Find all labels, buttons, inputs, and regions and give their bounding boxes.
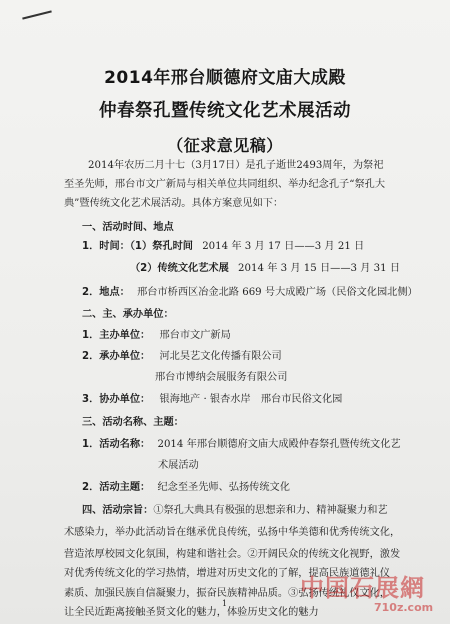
page-number: 1 [222,599,228,608]
document-title-line-1: 2014年邢台顺德府文庙大成殿 [104,68,346,88]
purpose-line-3: 营造浓厚校园文化氛围，构建和谐社会。②开阔民众的传统文化视野，激发 [64,549,401,560]
activity-theme-row [82,478,290,493]
time-label: 1．时间：（1）祭孔时间 [82,241,193,252]
activity-name-value-2: 术展活动 [158,460,199,471]
watermark-url: 710z.com [374,601,434,614]
activity-theme-value: 纪念至圣先师、弘扬传统文化 [157,482,290,493]
purpose-line-6: 让全民近距离接触圣贤文化的魅力，体验历史文化的魅力 [64,607,319,618]
activity-name-value-1: 2014 年邢台顺德府文庙大成殿仲春祭孔暨传统文化艺 [157,439,401,450]
place-value: 邢台市桥西区冶金北路 669 号大成殿广场（民俗文化园北侧） [137,287,418,298]
activity-theme-label: 2．活动主题： [82,482,151,493]
activity-name-row [82,435,401,450]
section-1-heading: 一、活动时间、地点 [82,221,174,233]
organizer-label: 2．承办单位： [82,351,151,362]
exhibit-label: （2）传统文化艺术展 [130,263,229,274]
co-organizer-value: 银海地产 · 银杏水岸 邢台市民俗文化园 [159,394,343,405]
host-row [82,326,231,341]
purpose-line-5: 素质、加强民族自信凝聚力，振奋民族精神品质。③弘扬传统礼仪文化， [64,588,390,599]
organizer-row [82,347,282,362]
document-title-line-2: 仲春祭孔暨传统文化艺术展活动 [99,101,351,121]
section-2-heading: 二、主、承办单位： [82,308,174,320]
time-row [82,237,364,252]
purpose-line-4: 对优秀传统文化的学习热情，增进对历史文化的了解，提高民族道德礼仪 [64,568,390,579]
host-value: 邢台市文广新局 [159,330,231,341]
organizer-value-1: 河北昊艺文化传播有限公司 [159,351,282,362]
co-organizer-row [82,390,342,405]
co-organizer-label: 3．协办单位： [82,394,151,405]
purpose-line-1: ①祭孔大典具有极强的思想亲和力、精神凝聚力和艺 [153,505,388,516]
place-row [82,283,418,298]
purpose-row [82,501,388,516]
section-3-heading: 三、活动名称、主题： [82,416,184,428]
watermark-logo: 中国石展網 [300,574,425,602]
purpose-line-2: 术感染力，举办此活动旨在继承优良传统，弘扬中华美德和优秀传统文化， [64,527,401,538]
exhibit-value: 2014 年 3 月 15 日——3 月 31 日 [238,263,401,274]
intro-paragraph: 2014年农历二月十七（3月17日）是孔子逝世2493周年，为祭祀至圣先师，邢台市文广新局与相关单位共同组织、举办纪念孔子“祭孔大典”暨传统文化艺术展活动。具体方案意见如下： [64,160,386,209]
time-value: 2014 年 3 月 17 日——3 月 21 日 [202,241,365,252]
organizer-value-2: 邢台市博纳会展服务有限公司 [155,372,288,383]
place-label: 2．地点： [82,287,130,298]
document-subtitle: （征求意见稿） [167,136,283,155]
pen-mark [22,10,52,19]
activity-name-label: 1．活动名称： [82,439,151,450]
section-4-heading: 四、活动宗旨： [82,504,154,516]
exhibit-row [130,259,400,274]
host-label: 1．主办单位： [82,330,151,341]
